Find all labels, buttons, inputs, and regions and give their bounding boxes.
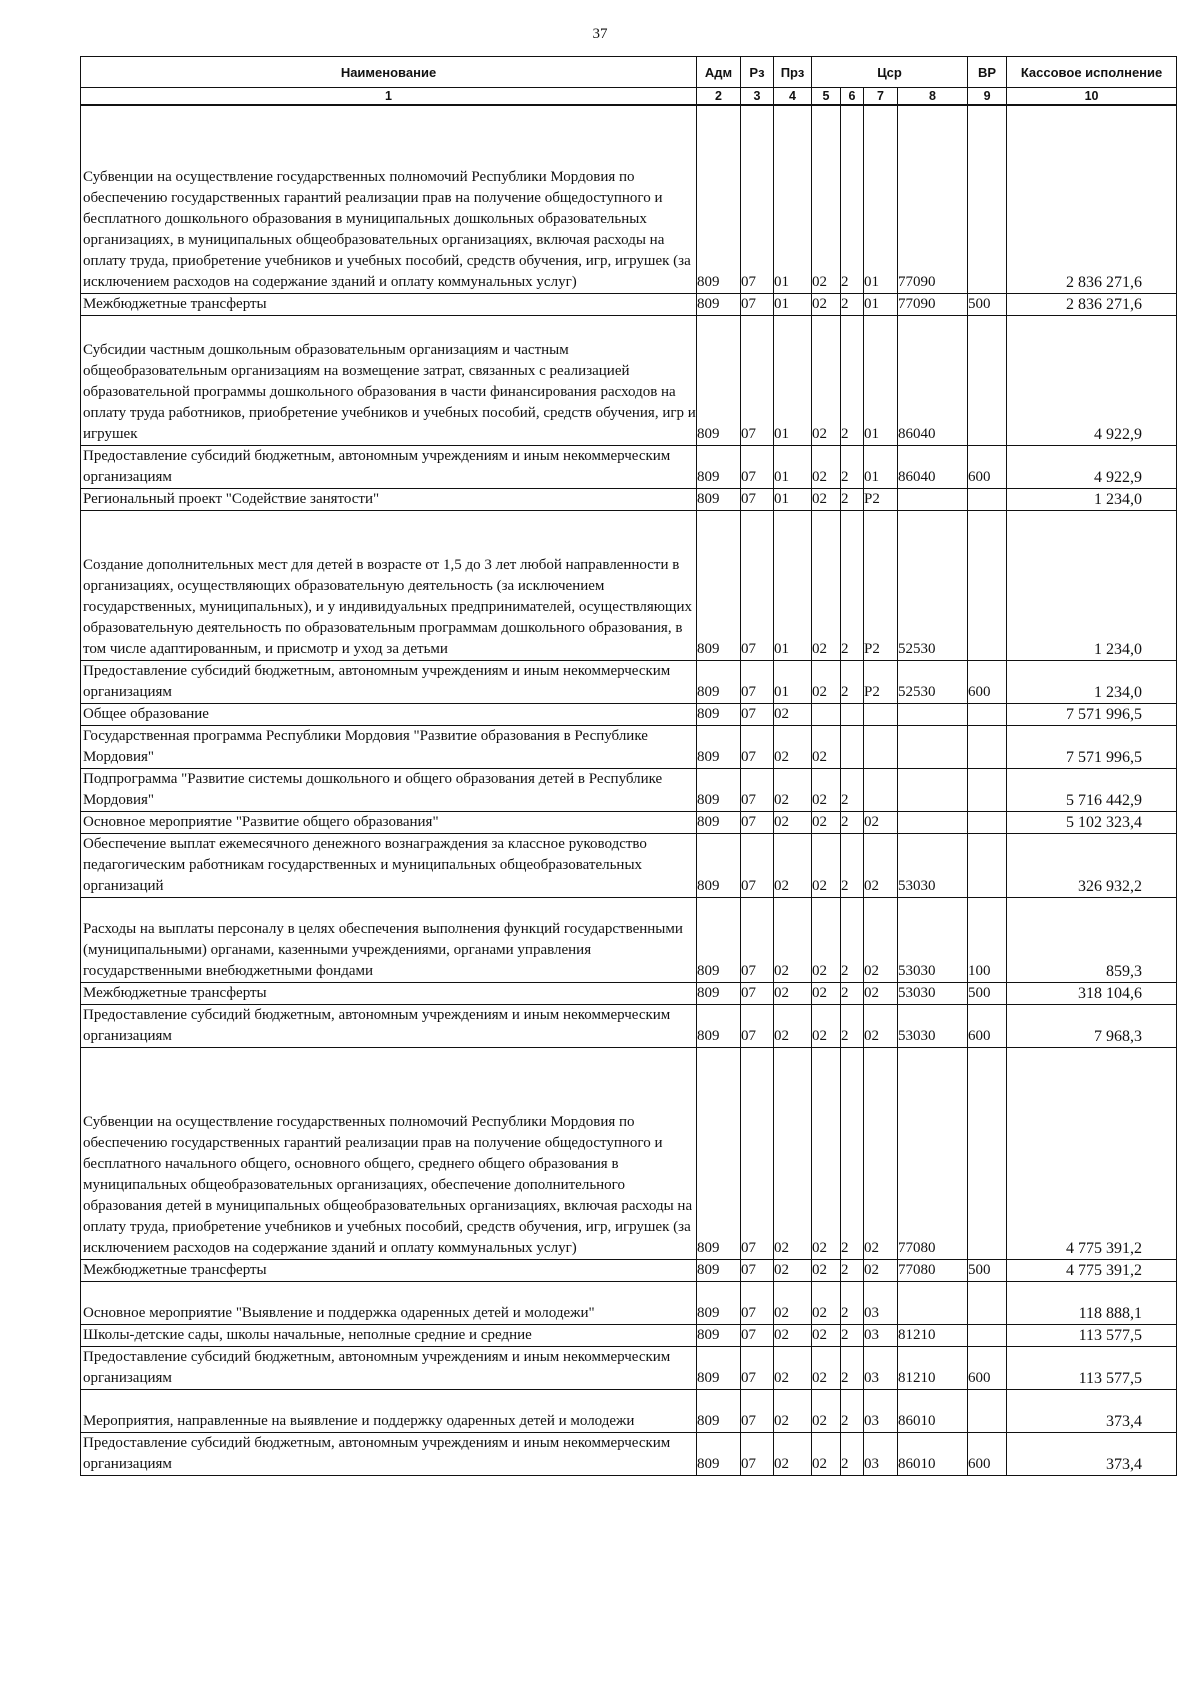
cell-csr-7: 02	[864, 897, 898, 982]
cell-csr-8: 53030	[898, 1004, 968, 1047]
cell-rz: 07	[741, 703, 774, 725]
cell-rz: 07	[741, 1389, 774, 1432]
cell-csr-8: 53030	[898, 982, 968, 1004]
col-header-prz: Прз	[774, 57, 812, 88]
cell-vr: 100	[968, 897, 1007, 982]
cell-csr-8	[898, 768, 968, 811]
cell-csr-5: 02	[812, 1047, 841, 1259]
cell-rz: 07	[741, 1346, 774, 1389]
cell-adm: 809	[697, 833, 741, 897]
cell-csr-5: 02	[812, 1004, 841, 1047]
cell-csr-7: 01	[864, 445, 898, 488]
table-row	[81, 293, 1177, 315]
cell-name: Предоставление субсидий бюджетным, автономным учреждениям и иным некоммерческим организациям	[81, 1432, 697, 1475]
cell-name: Общее образование	[81, 703, 697, 725]
cell-adm: 809	[697, 315, 741, 445]
cell-name: Основное мероприятие "Выявление и поддержка одаренных детей и молодежи"	[81, 1281, 697, 1324]
cell-csr-6: 2	[841, 293, 864, 315]
cell-rz: 07	[741, 897, 774, 982]
cell-name: Межбюджетные трансферты	[81, 1259, 697, 1281]
cell-prz: 02	[774, 1281, 812, 1324]
col-number: 6	[841, 88, 864, 106]
cell-name: Школы-детские сады, школы начальные, неполные средние и средние	[81, 1324, 697, 1346]
cell-csr-8: 81210	[898, 1324, 968, 1346]
table-row	[81, 1432, 1177, 1475]
cell-rz: 07	[741, 315, 774, 445]
table-row	[81, 768, 1177, 811]
cell-adm: 809	[697, 105, 741, 293]
cell-vr	[968, 488, 1007, 510]
cell-adm: 809	[697, 768, 741, 811]
cell-csr-7	[864, 725, 898, 768]
cell-name: Создание дополнительных мест для детей в возрасте от 1,5 до 3 лет любой направленности в организациях, осуществляющих образовательную деятельность (за исключением государственных, муниципальных), и у индивидуальных предпринимателей, осуществляющих образовательную деятельность по образовательным программам дошкольного образования, в том числе адаптированным, и присмотр и уход за детьми	[81, 510, 697, 660]
cell-amount: 7 571 996,5	[1007, 703, 1177, 725]
cell-csr-5: 02	[812, 445, 841, 488]
cell-prz: 02	[774, 1259, 812, 1281]
cell-csr-7: P2	[864, 660, 898, 703]
cell-csr-7	[864, 768, 898, 811]
col-number: 3	[741, 88, 774, 106]
cell-adm: 809	[697, 1432, 741, 1475]
cell-csr-6: 2	[841, 1389, 864, 1432]
cell-prz: 02	[774, 725, 812, 768]
cell-name: Мероприятия, направленные на выявление и поддержку одаренных детей и молодежи	[81, 1389, 697, 1432]
cell-csr-7: 03	[864, 1432, 898, 1475]
cell-vr	[968, 811, 1007, 833]
cell-name: Предоставление субсидий бюджетным, автономным учреждениям и иным некоммерческим организациям	[81, 1346, 697, 1389]
cell-adm: 809	[697, 1004, 741, 1047]
cell-adm: 809	[697, 1047, 741, 1259]
cell-vr	[968, 833, 1007, 897]
cell-rz: 07	[741, 1432, 774, 1475]
cell-name: Межбюджетные трансферты	[81, 982, 697, 1004]
cell-csr-5: 02	[812, 897, 841, 982]
cell-amount: 7 571 996,5	[1007, 725, 1177, 768]
table-row	[81, 703, 1177, 725]
cell-adm: 809	[697, 725, 741, 768]
cell-vr: 600	[968, 660, 1007, 703]
cell-csr-6: 2	[841, 1432, 864, 1475]
cell-csr-5: 02	[812, 1346, 841, 1389]
cell-prz: 02	[774, 833, 812, 897]
cell-csr-8	[898, 725, 968, 768]
cell-csr-6	[841, 725, 864, 768]
cell-csr-6: 2	[841, 315, 864, 445]
table-row	[81, 660, 1177, 703]
cell-adm: 809	[697, 1346, 741, 1389]
cell-csr-5	[812, 703, 841, 725]
cell-amount: 4 775 391,2	[1007, 1047, 1177, 1259]
cell-csr-8: 52530	[898, 510, 968, 660]
cell-prz: 02	[774, 1346, 812, 1389]
cell-prz: 02	[774, 1047, 812, 1259]
cell-vr	[968, 1324, 1007, 1346]
cell-prz: 01	[774, 445, 812, 488]
cell-csr-7: 02	[864, 1259, 898, 1281]
cell-csr-8: 53030	[898, 833, 968, 897]
table-row	[81, 1281, 1177, 1324]
cell-rz: 07	[741, 982, 774, 1004]
col-header-amount: Кассовое исполнение	[1007, 57, 1177, 88]
table-row	[81, 1047, 1177, 1259]
table-row	[81, 1324, 1177, 1346]
cell-amount: 859,3	[1007, 897, 1177, 982]
cell-vr	[968, 510, 1007, 660]
cell-name: Государственная программа Республики Мордовия "Развитие образования в Республике Мордовия"	[81, 725, 697, 768]
cell-name: Предоставление субсидий бюджетным, автономным учреждениям и иным некоммерческим организациям	[81, 1004, 697, 1047]
cell-csr-6: 2	[841, 1047, 864, 1259]
table-row	[81, 833, 1177, 897]
cell-vr: 500	[968, 982, 1007, 1004]
cell-prz: 01	[774, 105, 812, 293]
col-number: 9	[968, 88, 1007, 106]
cell-vr: 500	[968, 293, 1007, 315]
cell-vr	[968, 105, 1007, 293]
budget-table	[80, 56, 1177, 1476]
cell-adm: 809	[697, 1259, 741, 1281]
cell-adm: 809	[697, 660, 741, 703]
cell-csr-8	[898, 811, 968, 833]
cell-amount: 7 968,3	[1007, 1004, 1177, 1047]
cell-csr-6: 2	[841, 1281, 864, 1324]
cell-csr-6	[841, 703, 864, 725]
cell-prz: 02	[774, 982, 812, 1004]
cell-rz: 07	[741, 445, 774, 488]
table-row	[81, 488, 1177, 510]
cell-csr-7: 01	[864, 105, 898, 293]
col-number: 7	[864, 88, 898, 106]
cell-rz: 07	[741, 1281, 774, 1324]
header-row	[81, 57, 1177, 88]
cell-csr-5: 02	[812, 1432, 841, 1475]
cell-csr-5: 02	[812, 833, 841, 897]
cell-csr-5: 02	[812, 811, 841, 833]
cell-amount: 326 932,2	[1007, 833, 1177, 897]
cell-adm: 809	[697, 293, 741, 315]
cell-amount: 318 104,6	[1007, 982, 1177, 1004]
cell-csr-6: 2	[841, 982, 864, 1004]
cell-csr-5: 02	[812, 315, 841, 445]
cell-csr-6: 2	[841, 897, 864, 982]
col-header-vr: ВР	[968, 57, 1007, 88]
cell-amount: 5 716 442,9	[1007, 768, 1177, 811]
cell-name: Обеспечение выплат ежемесячного денежного вознаграждения за классное руководство педагогическим работникам государственных и муниципальных общеобразовательных организаций	[81, 833, 697, 897]
cell-rz: 07	[741, 1324, 774, 1346]
cell-adm: 809	[697, 703, 741, 725]
cell-amount: 118 888,1	[1007, 1281, 1177, 1324]
cell-adm: 809	[697, 445, 741, 488]
cell-rz: 07	[741, 1047, 774, 1259]
cell-rz: 07	[741, 660, 774, 703]
col-number: 4	[774, 88, 812, 106]
cell-adm: 809	[697, 1324, 741, 1346]
cell-adm: 809	[697, 811, 741, 833]
cell-csr-5: 02	[812, 1281, 841, 1324]
cell-csr-8: 77090	[898, 293, 968, 315]
cell-csr-7: 01	[864, 293, 898, 315]
cell-vr: 600	[968, 1432, 1007, 1475]
cell-csr-5: 02	[812, 1324, 841, 1346]
cell-name: Межбюджетные трансферты	[81, 293, 697, 315]
cell-vr: 500	[968, 1259, 1007, 1281]
table-row	[81, 897, 1177, 982]
cell-csr-6: 2	[841, 833, 864, 897]
cell-vr: 600	[968, 1004, 1007, 1047]
cell-name: Предоставление субсидий бюджетным, автономным учреждениям и иным некоммерческим организациям	[81, 660, 697, 703]
cell-csr-5: 02	[812, 510, 841, 660]
table-row	[81, 1389, 1177, 1432]
col-number: 1	[81, 88, 697, 106]
cell-csr-8	[898, 488, 968, 510]
cell-vr: 600	[968, 1346, 1007, 1389]
cell-prz: 02	[774, 1432, 812, 1475]
cell-csr-5: 02	[812, 293, 841, 315]
col-header-adm: Адм	[697, 57, 741, 88]
cell-vr	[968, 703, 1007, 725]
cell-csr-7: 02	[864, 1047, 898, 1259]
cell-name: Расходы на выплаты персоналу в целях обеспечения выполнения функций государственными (муниципальными) органами, казенными учреждениями, органами управления государственными внебюджетными фондами	[81, 897, 697, 982]
cell-csr-7: 03	[864, 1281, 898, 1324]
table-row	[81, 105, 1177, 293]
col-header-name: Наименование	[81, 57, 697, 88]
cell-csr-7: 03	[864, 1346, 898, 1389]
cell-csr-6: 2	[841, 1259, 864, 1281]
cell-amount: 2 836 271,6	[1007, 105, 1177, 293]
cell-adm: 809	[697, 897, 741, 982]
table-row	[81, 315, 1177, 445]
col-header-csr: Цср	[812, 57, 968, 88]
table-row	[81, 982, 1177, 1004]
cell-csr-5: 02	[812, 488, 841, 510]
cell-csr-8: 77090	[898, 105, 968, 293]
cell-csr-6: 2	[841, 811, 864, 833]
cell-amount: 2 836 271,6	[1007, 293, 1177, 315]
cell-csr-7: P2	[864, 488, 898, 510]
cell-csr-8	[898, 1281, 968, 1324]
table-row	[81, 1346, 1177, 1389]
cell-rz: 07	[741, 510, 774, 660]
cell-csr-8: 86010	[898, 1432, 968, 1475]
cell-adm: 809	[697, 1281, 741, 1324]
cell-name: Субсидии частным дошкольным образовательным организациям и частным общеобразовательным организациям на возмещение затрат, связанных с реализацией образовательной программы дошкольного образования в части финансирования расходов на оплату труда работников, приобретение учебников и учебных пособий, средств обучения, игр и игрушек	[81, 315, 697, 445]
cell-csr-7	[864, 703, 898, 725]
cell-csr-8: 86040	[898, 315, 968, 445]
cell-amount: 1 234,0	[1007, 488, 1177, 510]
cell-csr-8: 52530	[898, 660, 968, 703]
cell-csr-5: 02	[812, 1389, 841, 1432]
cell-name: Подпрограмма "Развитие системы дошкольного и общего образования детей в Республике Мордовия"	[81, 768, 697, 811]
cell-csr-8: 86010	[898, 1389, 968, 1432]
cell-amount: 373,4	[1007, 1389, 1177, 1432]
col-number: 2	[697, 88, 741, 106]
cell-prz: 01	[774, 660, 812, 703]
col-number: 5	[812, 88, 841, 106]
cell-prz: 02	[774, 1004, 812, 1047]
cell-rz: 07	[741, 1259, 774, 1281]
cell-name: Региональный проект "Содействие занятости"	[81, 488, 697, 510]
cell-csr-8: 77080	[898, 1259, 968, 1281]
cell-csr-5: 02	[812, 982, 841, 1004]
cell-amount: 1 234,0	[1007, 510, 1177, 660]
cell-name: Предоставление субсидий бюджетным, автономным учреждениям и иным некоммерческим организациям	[81, 445, 697, 488]
cell-amount: 4 922,9	[1007, 445, 1177, 488]
cell-adm: 809	[697, 510, 741, 660]
cell-rz: 07	[741, 725, 774, 768]
cell-csr-8: 81210	[898, 1346, 968, 1389]
cell-rz: 07	[741, 768, 774, 811]
col-number: 10	[1007, 88, 1177, 106]
cell-amount: 4 922,9	[1007, 315, 1177, 445]
cell-csr-8: 53030	[898, 897, 968, 982]
header-numbers-row	[81, 88, 1177, 106]
cell-prz: 02	[774, 703, 812, 725]
cell-amount: 113 577,5	[1007, 1324, 1177, 1346]
cell-vr	[968, 1389, 1007, 1432]
cell-vr	[968, 315, 1007, 445]
cell-amount: 5 102 323,4	[1007, 811, 1177, 833]
cell-csr-5: 02	[812, 105, 841, 293]
cell-csr-6: 2	[841, 1324, 864, 1346]
cell-prz: 02	[774, 897, 812, 982]
cell-vr	[968, 768, 1007, 811]
cell-prz: 01	[774, 293, 812, 315]
cell-csr-6: 2	[841, 660, 864, 703]
cell-rz: 07	[741, 488, 774, 510]
cell-csr-7: 02	[864, 833, 898, 897]
cell-adm: 809	[697, 488, 741, 510]
cell-csr-7: 01	[864, 315, 898, 445]
cell-amount: 113 577,5	[1007, 1346, 1177, 1389]
cell-prz: 02	[774, 1389, 812, 1432]
cell-csr-6: 2	[841, 488, 864, 510]
cell-csr-8	[898, 703, 968, 725]
cell-csr-5: 02	[812, 725, 841, 768]
table-row	[81, 510, 1177, 660]
cell-csr-6: 2	[841, 1004, 864, 1047]
cell-csr-7: 02	[864, 1004, 898, 1047]
cell-amount: 373,4	[1007, 1432, 1177, 1475]
cell-csr-7: P2	[864, 510, 898, 660]
cell-vr	[968, 725, 1007, 768]
cell-rz: 07	[741, 293, 774, 315]
col-number: 8	[898, 88, 968, 106]
cell-vr	[968, 1047, 1007, 1259]
page-number: 37	[592, 26, 608, 42]
cell-name: Субвенции на осуществление государственных полномочий Республики Мордовия по обеспечению государственных гарантий реализации прав на получение общедоступного и бесплатного дошкольного образования в муниципальных дошкольных образовательных организациях, в муниципальных общеобразовательных организациях, включая расходы на оплату труда, приобретение учебников и учебных пособий, средств обучения, игр, игрушек (за исключением расходов на содержание зданий и оплату коммунальных услуг)	[81, 105, 697, 293]
cell-prz: 01	[774, 510, 812, 660]
cell-csr-6: 2	[841, 105, 864, 293]
cell-adm: 809	[697, 1389, 741, 1432]
cell-csr-5: 02	[812, 768, 841, 811]
cell-prz: 01	[774, 315, 812, 445]
cell-name: Субвенции на осуществление государственных полномочий Республики Мордовия по обеспечению государственных гарантий реализации прав на получение общедоступного и бесплатного начального общего, основного общего, среднего общего образования в муниципальных общеобразовательных организациях, обеспечение дополнительного образования детей в муниципальных общеобразовательных организациях, включая расходы на оплату труда, приобретение учебников и учебных пособий, средств обучения, игр, игрушек (за исключением расходов на содержание зданий и оплату коммунальных услуг)	[81, 1047, 697, 1259]
cell-rz: 07	[741, 811, 774, 833]
table-row	[81, 811, 1177, 833]
cell-csr-6: 2	[841, 768, 864, 811]
cell-prz: 01	[774, 488, 812, 510]
cell-csr-6: 2	[841, 445, 864, 488]
cell-prz: 02	[774, 1324, 812, 1346]
cell-csr-8: 86040	[898, 445, 968, 488]
cell-rz: 07	[741, 833, 774, 897]
cell-csr-5: 02	[812, 1259, 841, 1281]
cell-vr	[968, 1281, 1007, 1324]
cell-name: Основное мероприятие "Развитие общего образования"	[81, 811, 697, 833]
cell-csr-7: 02	[864, 811, 898, 833]
cell-adm: 809	[697, 982, 741, 1004]
table-row	[81, 725, 1177, 768]
cell-csr-8: 77080	[898, 1047, 968, 1259]
cell-rz: 07	[741, 105, 774, 293]
table-row	[81, 445, 1177, 488]
cell-csr-7: 02	[864, 982, 898, 1004]
cell-rz: 07	[741, 1004, 774, 1047]
cell-csr-6: 2	[841, 1346, 864, 1389]
cell-csr-6: 2	[841, 510, 864, 660]
cell-csr-5: 02	[812, 660, 841, 703]
col-header-rz: Рз	[741, 57, 774, 88]
cell-prz: 02	[774, 811, 812, 833]
cell-amount: 4 775 391,2	[1007, 1259, 1177, 1281]
cell-csr-7: 03	[864, 1389, 898, 1432]
cell-vr: 600	[968, 445, 1007, 488]
table-row	[81, 1259, 1177, 1281]
cell-prz: 02	[774, 768, 812, 811]
table-row	[81, 1004, 1177, 1047]
cell-csr-7: 03	[864, 1324, 898, 1346]
cell-amount: 1 234,0	[1007, 660, 1177, 703]
